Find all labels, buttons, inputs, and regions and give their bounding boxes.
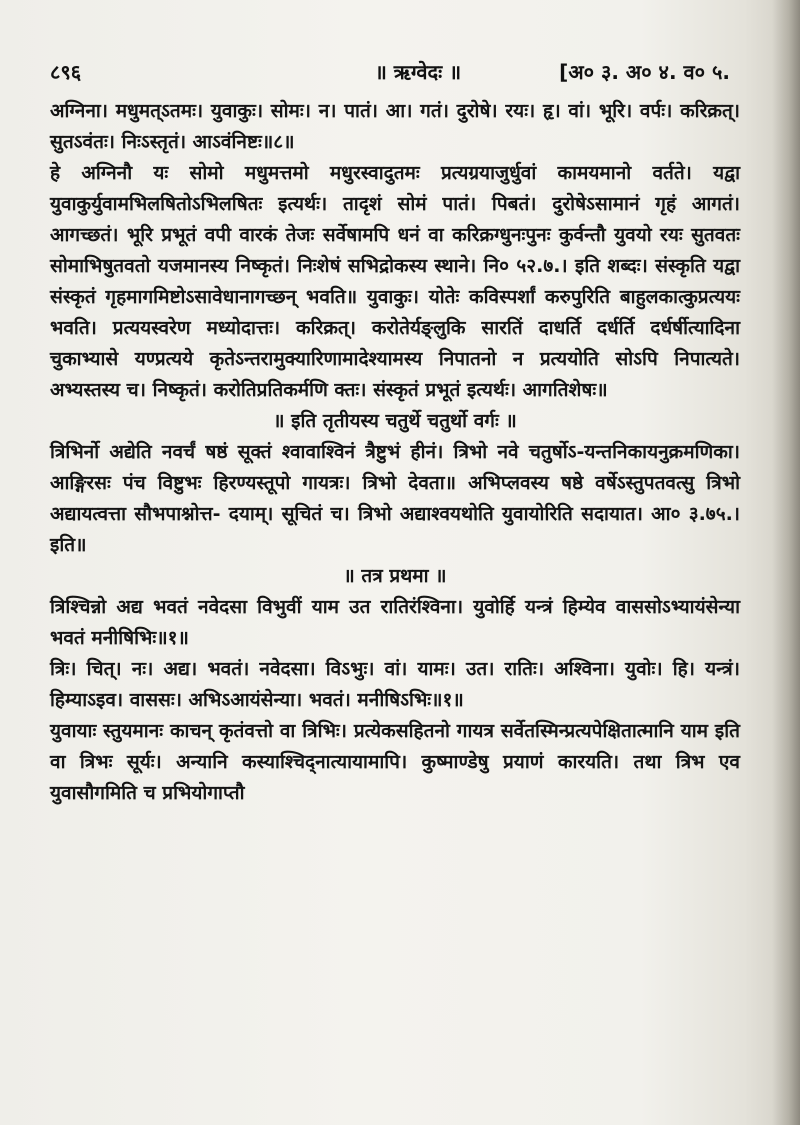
- running-header: [50, 58, 730, 88]
- commentary-paragraph: युवायाः स्तुयमानः काचन् कृतंवत्तो वा त्रिभिः। प्रत्येकसहितनो गायत्र सर्वेतस्मिन्प्रत्यपेक्षितात्मानि याम इति वा त्रिभः सूर्यः। अन्यानि कस्याश्चिद्नात्यायामापि। कुष्माण्डेषु प्रयाणं कारयति। तथा त्रिभ एव युवासौगमिति च प्रभियोगाप्तौ: [50, 720, 740, 804]
- varga-end-heading: ॥ इति तृतीयस्य चतुर्थे चतुर्थो वर्गः ॥: [273, 410, 517, 432]
- pada-text: अग्निना। मधुमत्ऽतमः। युवाकुः। सोमः। न। पातं। आ। गतं। दुरोषे। रयः। हृ। वां। भूरि। वर्पः। करिक्रत्। सुतऽवंतः। निःऽस्तृतं। आऽवंनिष्टः॥८॥: [50, 100, 740, 153]
- commentary-paragraph: त्रिभिर्नो अद्येति नवर्चं षष्ठं सूक्तं श्वावाश्विनं त्रैष्टुभं हीनं। त्रिभो नवे चतुर्षोऽ-यन्तनिकायनुक्रमणिका। आङ्गिरसः पंच विष्टुभः हिरण्यस्तूपो गायत्रः। त्रिभो देवता॥ अभिप्लवस्य षष्ठे वर्षेऽस्तुपतवत्सु त्रिभो अद्यायत्वत्ता सौभपाश्नोत्त- दयाम्। सूचितं च। त्रिभो अद्याश्वयथोति युवायोरिति सदायात। आ० ३.७५.। इति॥: [50, 441, 740, 556]
- verse-pada-text: त्रिः। चित्। नः। अद्य। भवतं। नवेदसा। विऽभुः। वां। यामः। उत। रातिः। अश्विना। युवोः। हि। यन्त्रं। हिम्याऽइव। वाससः। अभिऽआयंसेन्या। भवतं। मनीषिऽभिः॥१॥: [50, 658, 740, 711]
- running-title: ॥ ऋग्वेदः ॥: [374, 60, 462, 84]
- section-heading: ॥ तत्र प्रथमा ॥: [343, 565, 447, 587]
- commentary-paragraph: हे अग्निनौ यः सोमो मधुमत्तमो मधुरस्वादुतमः प्रत्यग्रयाजुर्धुवां कामयमानो वर्तते। यद्वा युवाकुर्युवामभिलषितोऽभिलषितः इत्यर्थः। तादृशं सोमं पातं। पिबतं। दुरोषेऽसामानं गृहं आगतं। आगच्छतं। भूरि प्रभूतं वपी वारकं तेजः सर्वेषामपि धनं वा करिक्रग्धुनःपुनः कुर्वन्तौ युवयो रयः सुतवतः सोमाभिषुतवतो यजमानस्य निष्कृतं। निःशेषं सभिद्रोकस्य स्थाने। नि० ५२.७.। इति शब्दः। संस्कृति यद्वा संस्कृतं गृहमागमिष्टोऽसावेधानागच्छन् भवति॥ युवाकुः। योतेः कविस्पर्शां करुपुरिति बाहुलकात्कुप्रत्ययः भवति। प्रत्ययस्वरेण मध्योदात्तः। करिक्रत्। करोतेर्यङ्लुकि सारतिं दाधर्ति दर्धर्ति दर्धर्षीत्यादिना चुकाभ्यासे यण्प्रत्यये कृतेऽन्तरामुक्यारिणामादेश्यामस्य निपातनो न प्रत्ययोति सोऽपि निपात्यते। अभ्यस्तस्य च। निष्कृतं। करोतिप्रतिकर्मणि क्तः। संस्कृतं प्रभूतं इत्यर्थः। आगतिशेषः॥: [50, 162, 740, 401]
- scan-page-edge: [772, 0, 800, 1125]
- verse-text: त्रिश्चिन्नो अद्य भवतं नवेदसा विभुवीं याम उत रातिरंश्विना। युवोर्हि यन्त्रं हिम्येव वाससोऽभ्यायंसेन्या भवतं मनीषिभिः॥१॥: [50, 596, 740, 649]
- section-reference: [अ० ३. अ० ४. व० ५.: [559, 60, 730, 84]
- page-number: ८९६: [50, 60, 82, 84]
- text-body: [50, 96, 740, 809]
